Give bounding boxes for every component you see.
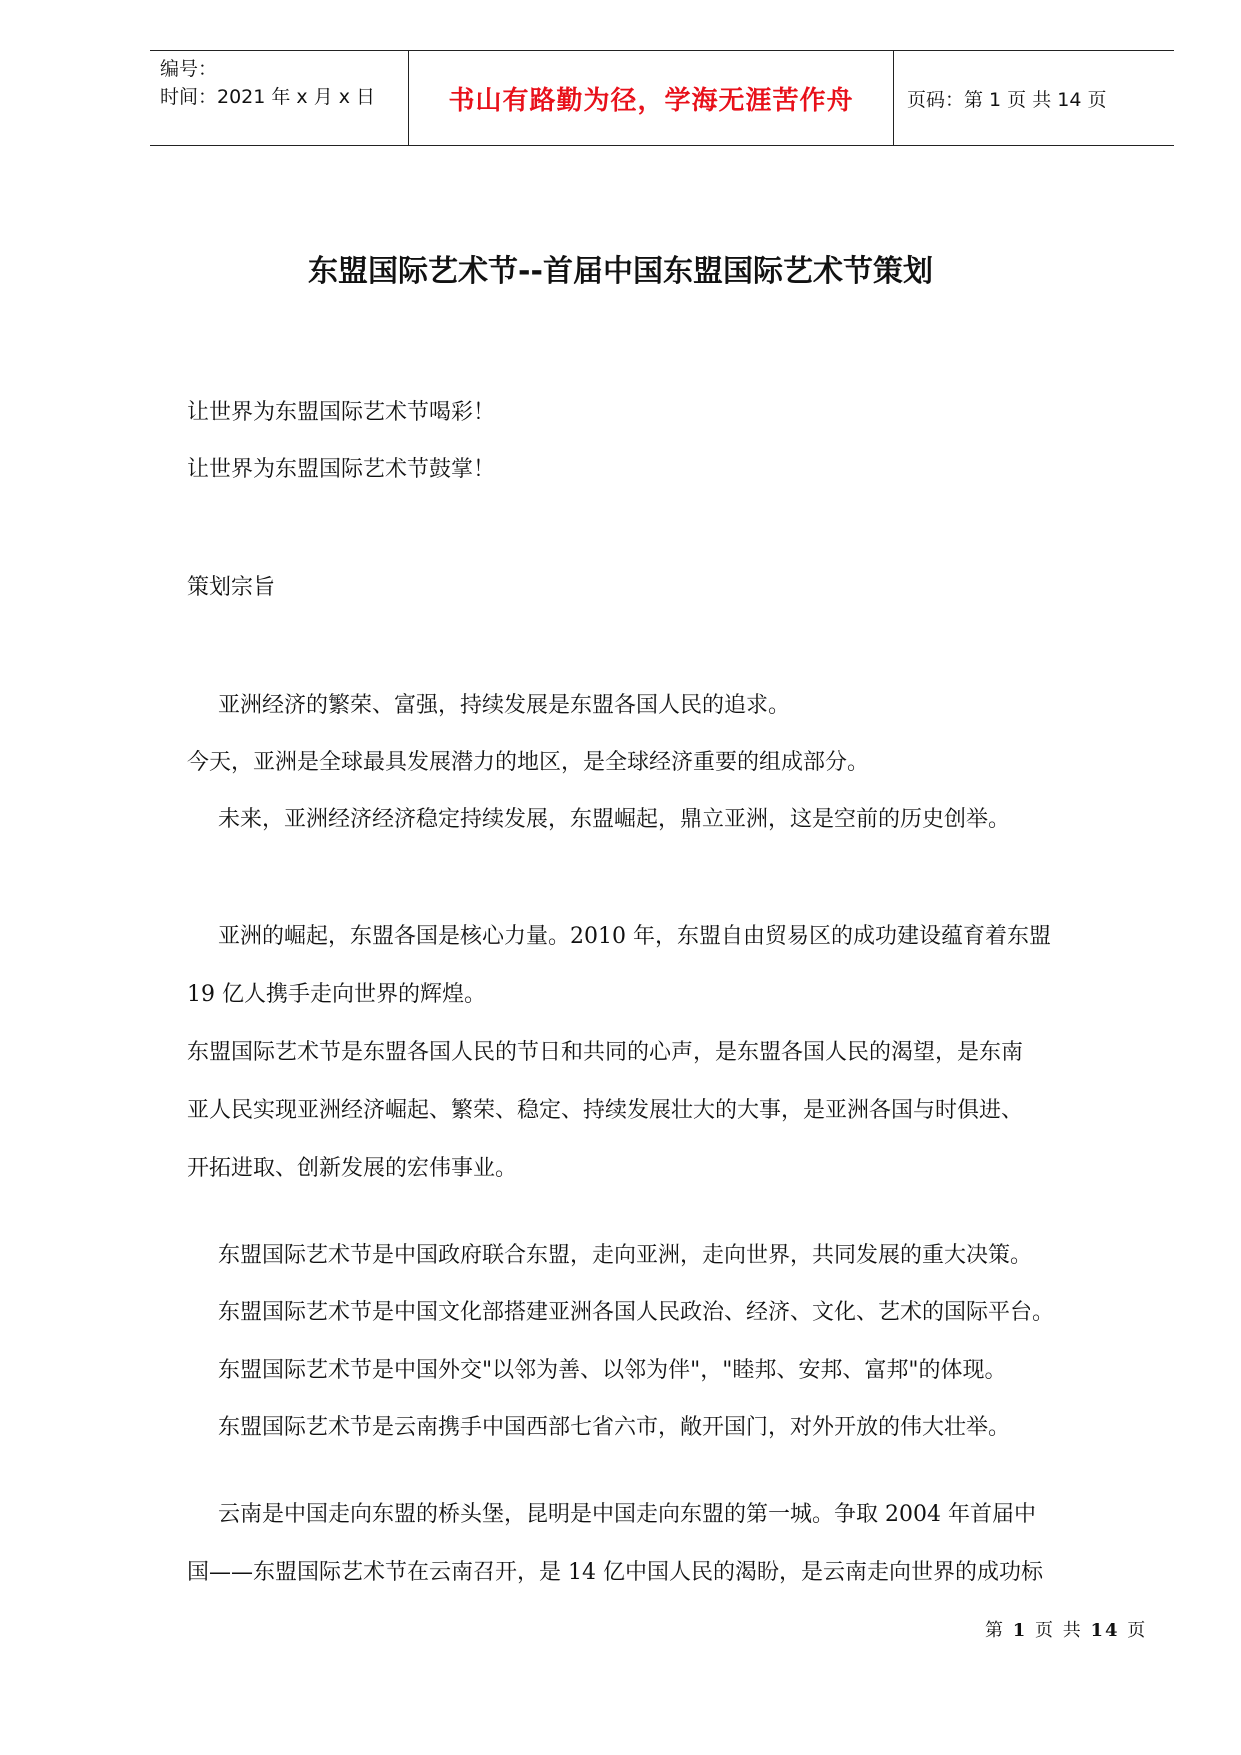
header-page-info: 页码：第 1 页 共 14 页 <box>907 88 1107 111</box>
paragraph-line: 东盟国际艺术节是云南携手中国西部七省六市，敞开国门，对外开放的伟大壮举。 <box>218 1415 1011 1440</box>
header-meta <box>160 55 375 111</box>
number-label: 编号： <box>160 58 218 80</box>
document-title: 东盟国际艺术节--首届中国东盟国际艺术节策划 <box>308 254 933 289</box>
slogan-line: 让世界为东盟国际艺术节鼓掌！ <box>187 457 496 482</box>
paragraph-line: 国——东盟国际艺术节在云南召开，是 14 亿中国人民的渴盼，是云南走向世界的成功标 <box>187 1560 1043 1585</box>
header-divider <box>893 51 894 145</box>
paragraph-line: 东盟国际艺术节是中国外交"以邻为善、以邻为伴"，"睦邦、安邦、富邦"的体现。 <box>218 1358 1007 1383</box>
footer-page-number: 1 <box>1012 1620 1028 1641</box>
paragraph-line: 亚洲的崛起，东盟各国是核心力量。2010 年，东盟自由贸易区的成功建设蕴育着东盟 <box>218 924 1051 949</box>
slogan-line: 让世界为东盟国际艺术节喝彩！ <box>187 400 496 425</box>
paragraph-line: 亚洲经济的繁荣、富强，持续发展是东盟各国人民的追求。 <box>218 693 791 718</box>
paragraph-line: 未来，亚洲经济经济稳定持续发展，东盟崛起，鼎立亚洲，这是空前的历史创举。 <box>218 807 1011 832</box>
paragraph-line: 东盟国际艺术节是东盟各国人民的节日和共同的心声，是东盟各国人民的渴望，是东南 <box>187 1040 1024 1065</box>
paragraph-line: 开拓进取、创新发展的宏伟事业。 <box>187 1156 518 1181</box>
paragraph-line: 19 亿人携手走向世界的辉煌。 <box>187 982 486 1007</box>
header-motto: 书山有路勤为径，学海无涯苦作舟 <box>448 85 854 116</box>
footer-middle: 页 共 <box>1035 1620 1083 1641</box>
paragraph-line: 东盟国际艺术节是中国政府联合东盟，走向亚洲，走向世界，共同发展的重大决策。 <box>218 1243 1033 1268</box>
paragraph-line: 今天，亚洲是全球最具发展潜力的地区，是全球经济重要的组成部分。 <box>187 750 870 775</box>
time-label: 时间：2021 年 x 月 x 日 <box>160 86 376 108</box>
paragraph-line: 亚人民实现亚洲经济崛起、繁荣、稳定、持续发展壮大的大事，是亚洲各国与时俱进、 <box>187 1098 1024 1123</box>
footer-suffix: 页 <box>1127 1620 1148 1641</box>
document-header <box>150 50 1174 146</box>
paragraph-line: 东盟国际艺术节是中国文化部搭建亚洲各国人民政治、经济、文化、艺术的国际平台。 <box>218 1300 1055 1325</box>
footer-prefix: 第 <box>985 1620 1005 1641</box>
section-heading: 策划宗旨 <box>187 575 276 600</box>
footer-total-pages: 14 <box>1090 1620 1120 1641</box>
header-divider <box>408 51 409 145</box>
page-footer <box>985 1616 1147 1642</box>
paragraph-line: 云南是中国走向东盟的桥头堡，昆明是中国走向东盟的第一城。争取 2004 年首届中 <box>218 1502 1036 1527</box>
